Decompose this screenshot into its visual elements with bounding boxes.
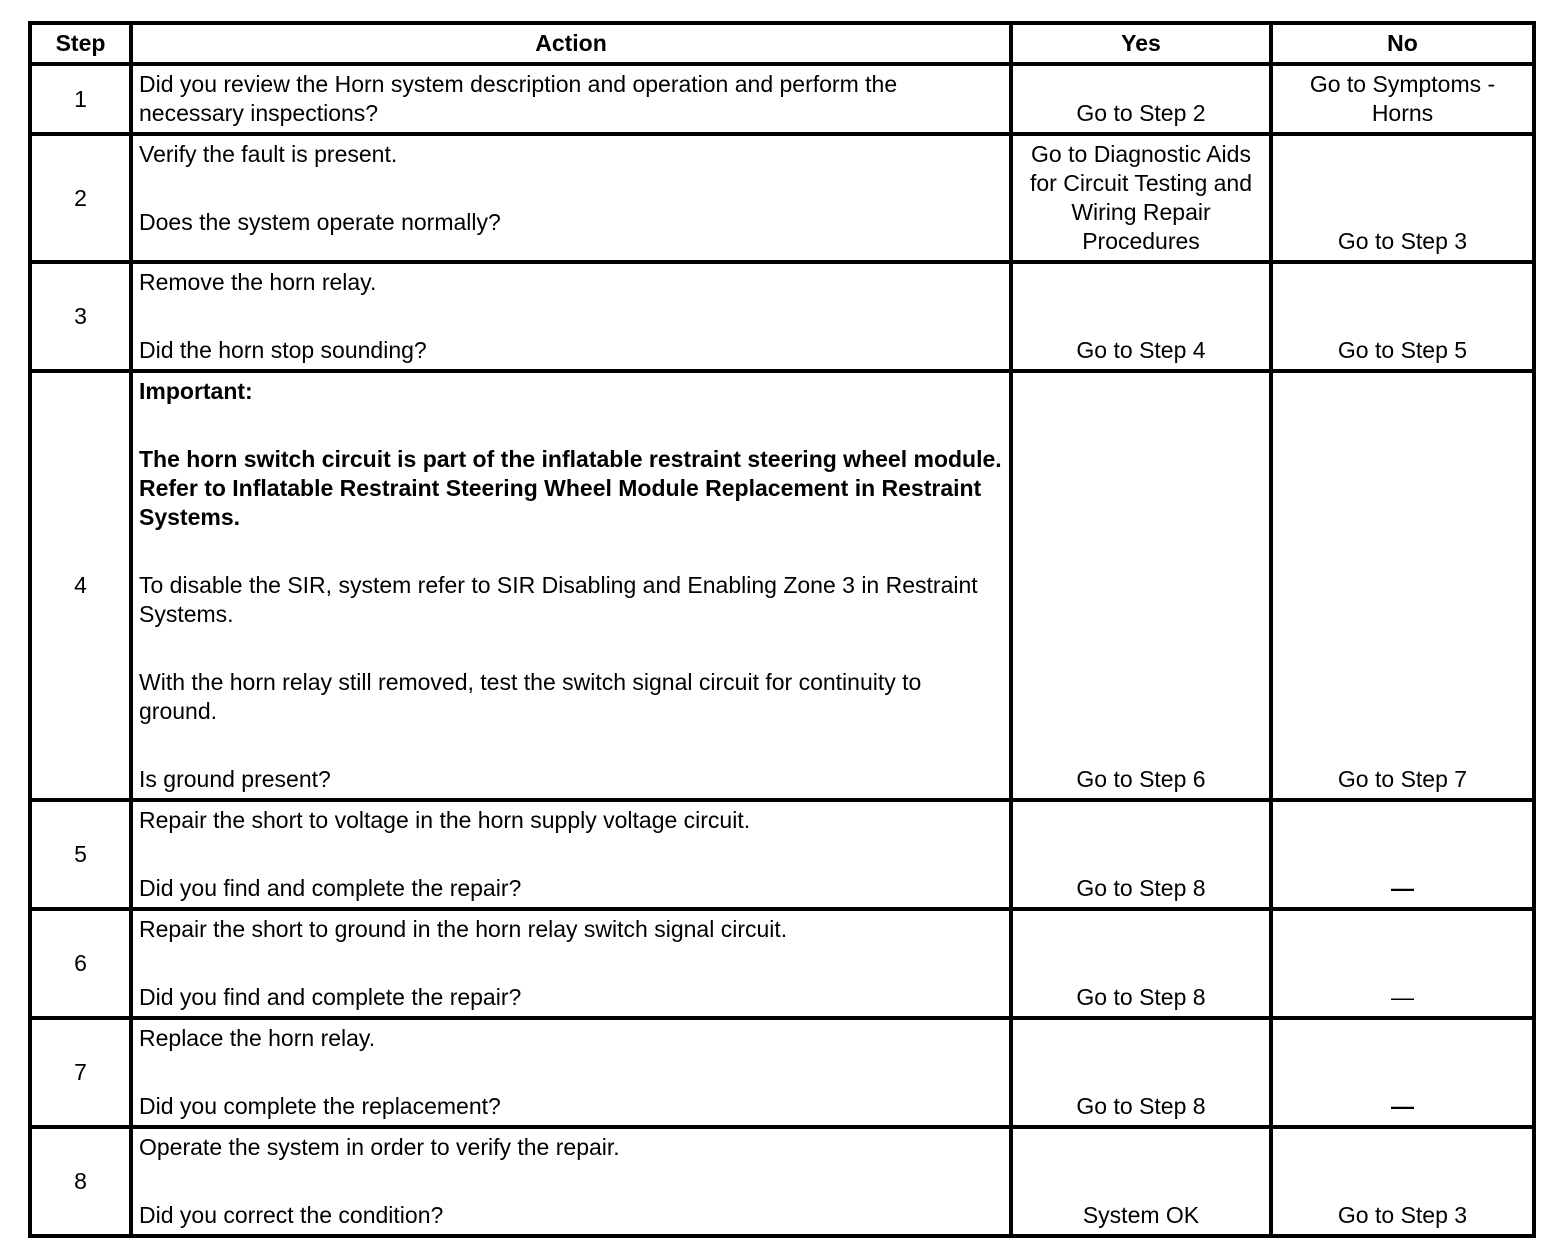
table-row bbox=[30, 1018, 1534, 1127]
action-cell bbox=[131, 1127, 1011, 1236]
step-number: 4 bbox=[30, 371, 131, 800]
action-instruction: Remove the horn relay. bbox=[139, 269, 377, 295]
step-number: 1 bbox=[30, 64, 131, 134]
no-cell: Go to Step 7 bbox=[1271, 371, 1534, 800]
yes-cell: Go to Diagnostic Aids for Circuit Testing and Wiring Repair Procedures bbox=[1011, 134, 1271, 262]
yes-cell: Go to Step 8 bbox=[1011, 909, 1271, 1018]
action-question: Did you complete the replacement? bbox=[139, 1093, 501, 1119]
important-text: The horn switch circuit is part of the inflatable restraint steering wheel module. Refer to Inflatable Restraint Steering Wheel Module Replacement in Restraint Systems. bbox=[139, 446, 1002, 530]
action-instruction: With the horn relay still removed, test the switch signal circuit for continuity to ground. bbox=[139, 669, 922, 724]
step-number: 2 bbox=[30, 134, 131, 262]
header-row bbox=[30, 23, 1534, 64]
no-cell: — bbox=[1271, 800, 1534, 909]
action-question: Is ground present? bbox=[139, 766, 331, 792]
action-instruction: Replace the horn relay. bbox=[139, 1025, 376, 1051]
no-cell: Go to Step 3 bbox=[1271, 1127, 1534, 1236]
action-instruction: Repair the short to voltage in the horn supply voltage circuit. bbox=[139, 807, 751, 833]
no-cell: Go to Step 5 bbox=[1271, 262, 1534, 371]
table-row bbox=[30, 134, 1534, 262]
action-instruction: Repair the short to ground in the horn relay switch signal circuit. bbox=[139, 916, 788, 942]
action-question: Did you find and complete the repair? bbox=[139, 984, 522, 1010]
action-cell bbox=[131, 64, 1011, 134]
header-yes: Yes bbox=[1011, 23, 1271, 64]
yes-cell: Go to Step 4 bbox=[1011, 262, 1271, 371]
no-cell: Go to Step 3 bbox=[1271, 134, 1534, 262]
action-instruction: Verify the fault is present. bbox=[139, 141, 398, 167]
action-cell bbox=[131, 262, 1011, 371]
yes-cell: System OK bbox=[1011, 1127, 1271, 1236]
table-row bbox=[30, 371, 1534, 800]
step-number: 7 bbox=[30, 1018, 131, 1127]
action-instruction: To disable the SIR, system refer to SIR Disabling and Enabling Zone 3 in Restraint Systems. bbox=[139, 572, 978, 627]
table-row bbox=[30, 800, 1534, 909]
step-number: 8 bbox=[30, 1127, 131, 1236]
action-cell bbox=[131, 371, 1011, 800]
action-cell bbox=[131, 134, 1011, 262]
table-row bbox=[30, 909, 1534, 1018]
header-action: Action bbox=[131, 23, 1011, 64]
action-question: Did you find and complete the repair? bbox=[139, 875, 522, 901]
yes-cell: Go to Step 8 bbox=[1011, 1018, 1271, 1127]
action-question: Did the horn stop sounding? bbox=[139, 337, 427, 363]
table-row bbox=[30, 64, 1534, 134]
action-cell bbox=[131, 1018, 1011, 1127]
action-cell bbox=[131, 800, 1011, 909]
header-no: No bbox=[1271, 23, 1534, 64]
header-step: Step bbox=[30, 23, 131, 64]
step-number: 3 bbox=[30, 262, 131, 371]
table-row bbox=[30, 262, 1534, 371]
no-cell: — bbox=[1271, 909, 1534, 1018]
action-instruction: Operate the system in order to verify the repair. bbox=[139, 1134, 620, 1160]
action-question: Did you correct the condition? bbox=[139, 1202, 444, 1228]
no-cell: — bbox=[1271, 1018, 1534, 1127]
action-question: Does the system operate normally? bbox=[139, 209, 501, 235]
yes-cell: Go to Step 8 bbox=[1011, 800, 1271, 909]
diagnostic-table bbox=[28, 21, 1536, 1238]
action-cell bbox=[131, 909, 1011, 1018]
step-number: 6 bbox=[30, 909, 131, 1018]
yes-cell: Go to Step 2 bbox=[1011, 64, 1271, 134]
yes-cell: Go to Step 6 bbox=[1011, 371, 1271, 800]
action-question: Did you review the Horn system description and operation and perform the necessary inspections? bbox=[139, 71, 898, 126]
no-cell: Go to Symptoms - Horns bbox=[1271, 64, 1534, 134]
step-number: 5 bbox=[30, 800, 131, 909]
table-row bbox=[30, 1127, 1534, 1236]
important-label: Important: bbox=[139, 378, 253, 404]
